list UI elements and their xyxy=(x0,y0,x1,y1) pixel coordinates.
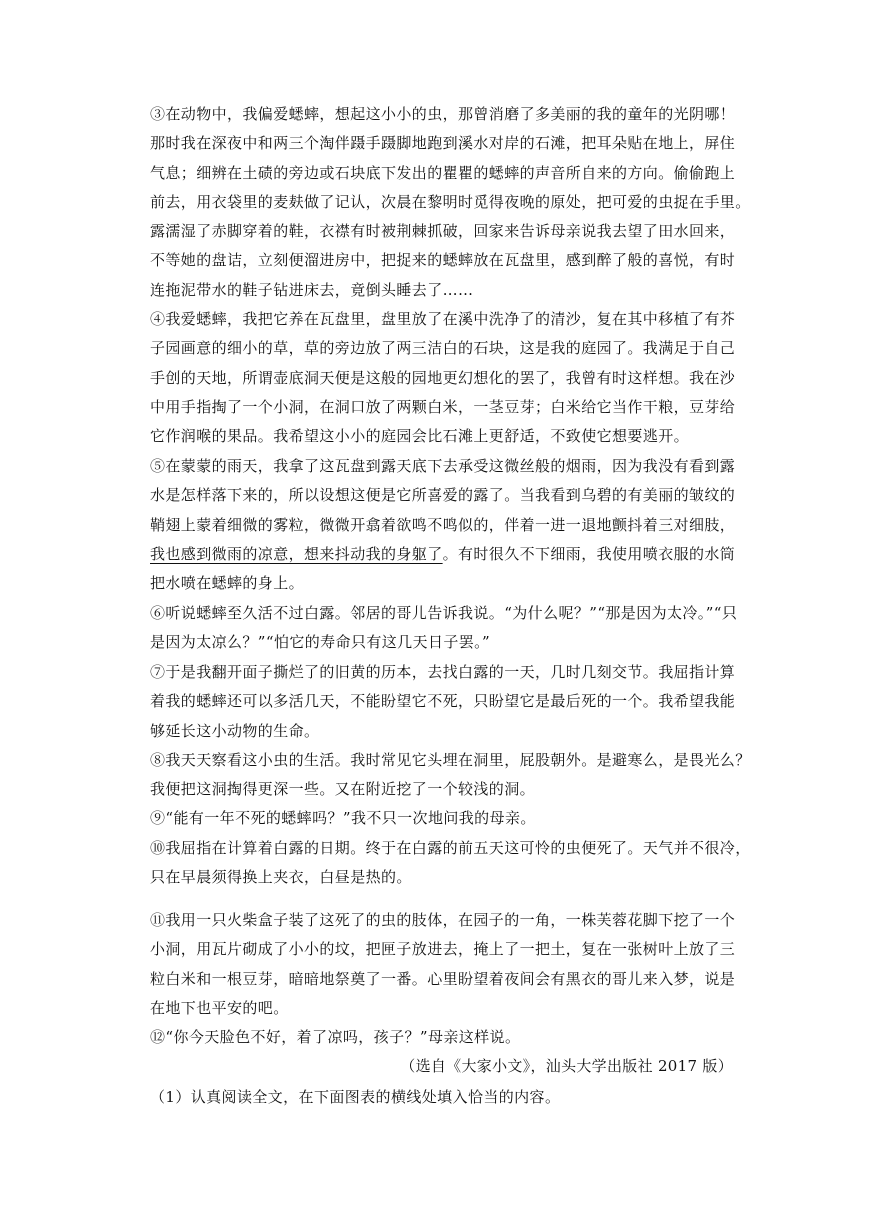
text-line: 在地下也平安的吧。 xyxy=(150,998,289,1017)
text-line: ④我爱蟋蟀，我把它养在瓦盘里，盘里放了在溪中洗净了的清沙，复在其中移植了有芥 xyxy=(150,310,736,328)
text-line: ③在动物中，我偏爱蟋蟀，想起这小小的虫，那曾消磨了多美丽的我的童年的光阴哪！ xyxy=(150,105,736,123)
text-line: 子园画意的细小的草，草的旁边放了两三洁白的石块，这是我的庭园了。我满足于自己 xyxy=(150,339,736,358)
text-line: ⑤在蒙蒙的雨天，我拿了这瓦盘到露天底下去承受这微丝般的烟雨，因为我没有看到露 xyxy=(150,457,736,475)
underlined-sentence: 我也感到微雨的凉意，想来抖动我的身躯了 xyxy=(150,544,443,563)
text-line: 是因为太凉么？”“怕它的寿命只有这几天日子罢。” xyxy=(150,633,491,652)
text-line: ⑦于是我翻开面子撕烂了的旧黄的历本，去找白露的一天，几时几刻交节。我屈指计算 xyxy=(150,663,736,681)
text-line: 气息；细辨在土碛的旁边或石块底下发出的瞿瞿的蟋蟀的声音所自来的方向。偷偷跑上 xyxy=(150,163,736,182)
text-line: ⑩我屈指在计算着白露的日期。终于在白露的前五天这可怜的虫便死了。天气并不很冷， xyxy=(150,839,751,857)
paragraph-8 xyxy=(150,746,751,805)
question-1: （1）认真阅读全文，在下面图表的横线处填入恰当的内容。 xyxy=(150,1088,561,1106)
text-line: ⑫“你今天脸色不好，着了凉吗，孩子？”母亲这样说。 xyxy=(150,1028,521,1046)
text-line: 把水喷在蟋蟀的身上。 xyxy=(150,574,305,593)
text-line: 我便把这洞掏得更深一些。又在附近挖了一个较浅的洞。 xyxy=(150,780,536,799)
text-line: 不等她的盘诘，立刻便溜进房中，把捉来的蟋蟀放在瓦盘里，感到醉了般的喜悦，有时 xyxy=(150,251,736,270)
paragraph-9 xyxy=(150,804,740,833)
text-line: 中用手指掏了一个小洞，在洞口放了两颗白米，一茎豆芽；白米给它当作干粮，豆芽给 xyxy=(150,397,736,416)
text-line: ⑨“能有一年不死的蟋蟀吗？”我不只一次地问我的母亲。 xyxy=(150,809,536,827)
paragraph-7 xyxy=(150,658,740,746)
text-line: 手创的天地，所谓壶底洞天便是这般的园地更幻想化的罢了，我曾有时这样想。我在沙 xyxy=(150,368,736,387)
paragraph-5 xyxy=(150,452,740,598)
source-citation: （选自《大家小文》，汕头大学出版社 2017 版） xyxy=(400,1057,733,1075)
text-line: ⑪我用一只火柴盒子装了这死了的虫的肢体，在园子的一角，一株芙蓉花脚下挖了一个 xyxy=(150,911,736,929)
text-line: 鞘翅上蒙着细微的雾粒，微微开翕着欲鸣不鸣似的，伴着一进一退地颤抖着三对细肢， xyxy=(150,515,736,534)
text-line: 前去，用衣袋里的麦麸做了记认，次晨在黎明时觅得夜晚的原处，把可爱的虫捉在手里。 xyxy=(150,192,751,211)
text-line: 水是怎样落下来的，所以设想这便是它所喜爱的露了。当我看到乌碧的有美丽的皱纹的 xyxy=(150,486,736,505)
text-line: 够延长这小动物的生命。 xyxy=(150,721,320,740)
text-line: 小洞，用瓦片砌成了小小的坟，把匣子放进去，掩上了一把土，复在一张树叶上放了三 xyxy=(150,940,736,959)
text-line: ⑧我天天察看这小虫的生活。我时常见它头埋在洞里，屁股朝外。是避寒么，是畏光么？ xyxy=(150,751,751,769)
text-line: 只在早晨须得换上夹衣，白昼是热的。 xyxy=(150,868,412,887)
text-run: 。有时很久不下细雨，我使用喷衣服的水筒 xyxy=(442,544,736,563)
text-line: 粒白米和一根豆芽，暗暗地祭奠了一番。心里盼望着夜间会有黑衣的哥儿来入梦，说是 xyxy=(150,969,736,988)
text-line: 着我的蟋蟀还可以多活几天，不能盼望它不死，只盼望它是最后死的一个。我希望我能 xyxy=(150,692,736,711)
paragraph-4 xyxy=(150,305,740,451)
text-line: 它作润喉的果品。我希望这小小的庭园会比石滩上更舒适，不致使它想要逃开。 xyxy=(150,427,690,446)
text-line: 那时我在深夜中和两三个淘伴蹑手蹑脚地跑到溪水对岸的石滩，把耳朵贴在地上，屏住 xyxy=(150,134,736,153)
text-line: 露濡湿了赤脚穿着的鞋，衣襟有时被荆棘抓破，回家来告诉母亲说我去望了田水回来， xyxy=(150,222,736,241)
paragraph-10 xyxy=(150,834,751,893)
paragraph-12 xyxy=(150,1023,740,1052)
paragraph-6 xyxy=(150,599,740,658)
text-line: ⑥听说蟋蟀至久活不过白露。邻居的哥儿告诉我说。“为什么呢？”“那是因为太冷。”“只 xyxy=(150,604,738,622)
text-line: 连拖泥带水的鞋子钻进床去，竟倒头睡去了…… xyxy=(150,280,474,299)
text-line xyxy=(150,540,740,569)
paragraph-11 xyxy=(150,906,740,1023)
paragraph-3 xyxy=(150,100,751,305)
